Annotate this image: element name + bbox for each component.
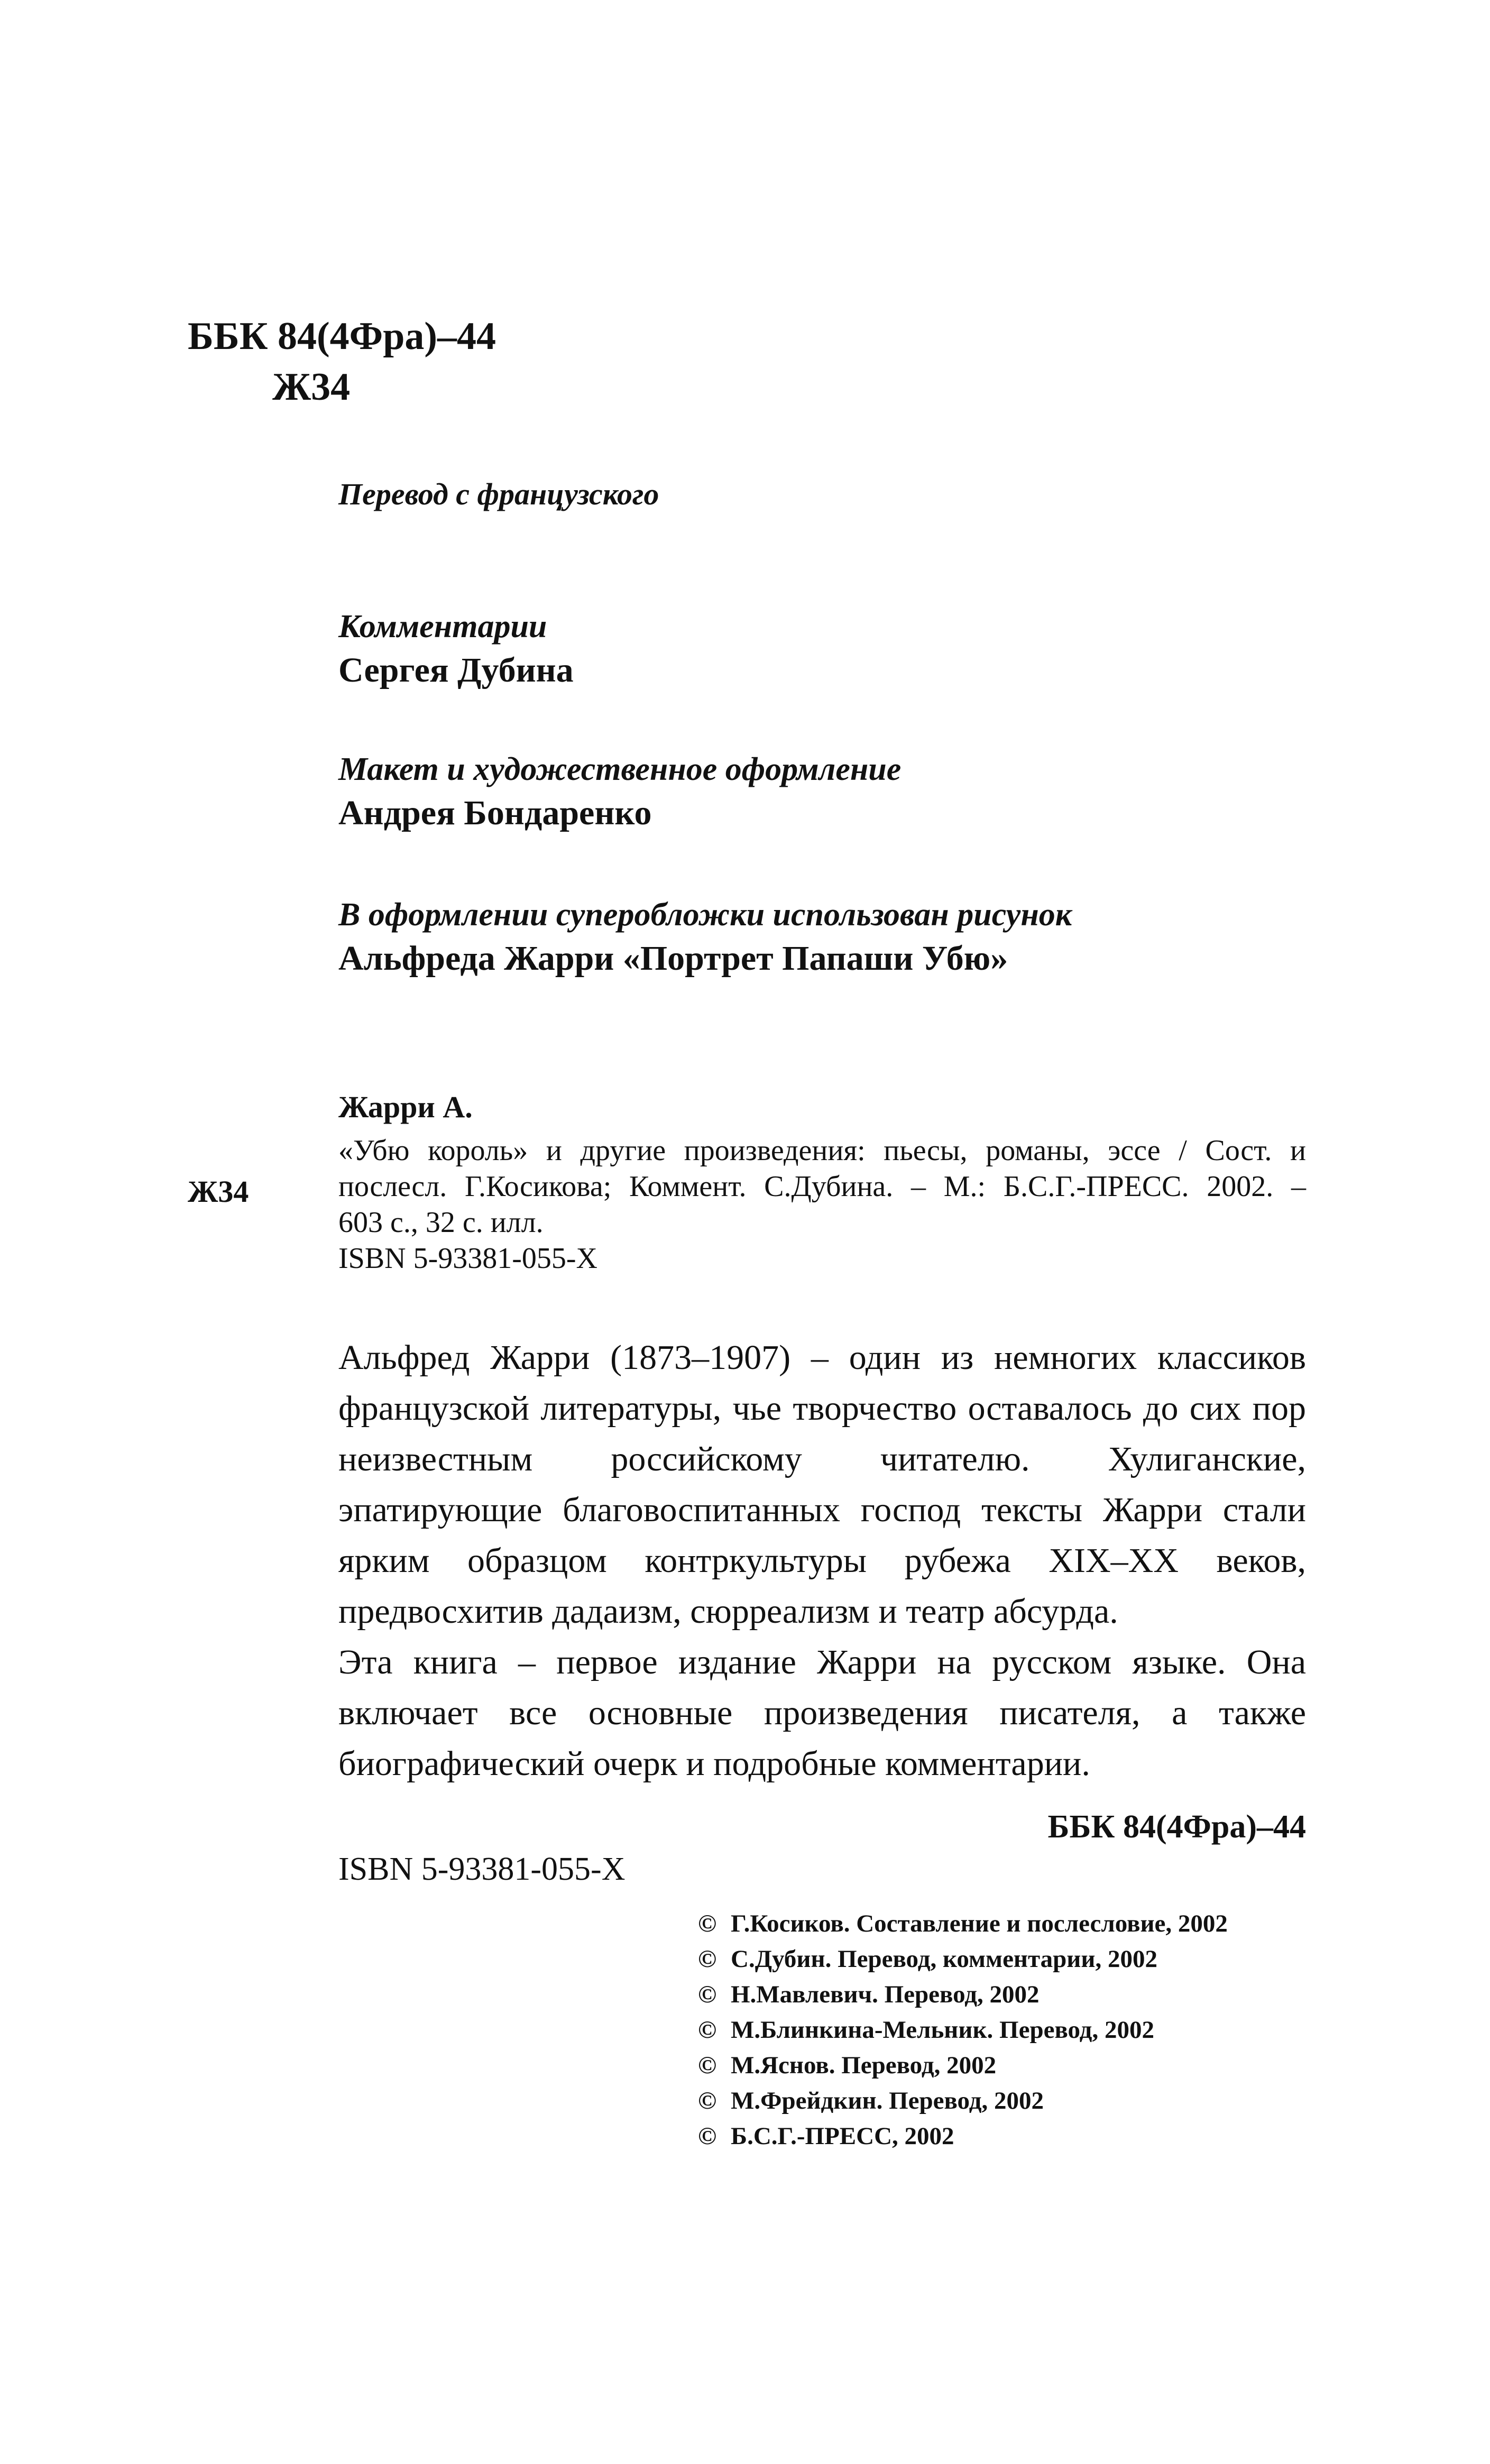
- copyright-text: Г.Косиков. Составление и послесловие, 2002: [731, 1910, 1228, 1937]
- copyright-icon: ©: [698, 2052, 717, 2079]
- copyright-icon: ©: [698, 2087, 717, 2114]
- translation-note-block: [338, 473, 1354, 516]
- layout-label: Макет и художественное оформление: [338, 751, 902, 787]
- biblio-side-mark: Ж34: [188, 1174, 249, 1209]
- layout-name: Андрея Бондаренко: [338, 794, 652, 832]
- cover-label: В оформлении суперобложки использован рисунок: [338, 897, 1072, 933]
- biblio-line: 603 с., 32 с. илл.: [338, 1206, 544, 1239]
- biblio-line: послесл. Г.Косикова; Коммент. С.Дубина. – М.: Б.С.Г.-ПРЕСС. 2002. –: [338, 1170, 1306, 1203]
- copyright-text: М.Блинкина-Мельник. Перевод, 2002: [731, 2016, 1154, 2044]
- book-abstract: [338, 1332, 1306, 1789]
- layout-credit: [338, 748, 1354, 836]
- copyright-line: [698, 2048, 1322, 2083]
- copyright-icon: ©: [698, 2122, 717, 2150]
- comments-label: Комментарии: [338, 609, 547, 645]
- biblio-description: [338, 1133, 1306, 1276]
- copyright-icon: ©: [698, 1945, 717, 1973]
- footer-bbk-code: ББК 84(4Фра)–44: [1047, 1809, 1306, 1845]
- copyright-text: Н.Мавлевич. Перевод, 2002: [731, 1981, 1040, 2008]
- copyright-icon: ©: [698, 2016, 717, 2044]
- bbk-classification-block: [188, 311, 496, 412]
- biblio-isbn: ISBN 5-93381-055-X: [338, 1242, 597, 1275]
- comments-name: Сергея Дубина: [338, 651, 574, 689]
- abstract-paragraph: Альфред Жарри (1873–1907) – один из немногих классиков французской литературы, чье творчество оставалось до сих пор неизвестным российскому читателю. Хулиганские, эпатирующие благовоспитанных господ тексты Жарри стали ярким образцом контркультуры рубежа XIX–XX веков, предвосхитив дадаизм, сюрреализм и театр абсурда.: [338, 1338, 1306, 1631]
- cover-credit: [338, 894, 1354, 981]
- copyright-line: [698, 1942, 1322, 1977]
- copyright-list: [698, 1906, 1322, 2154]
- bbk-code: ББК 84(4Фра)–44: [188, 315, 496, 358]
- abstract-paragraph: Эта книга – первое издание Жарри на русском языке. Она включает все основные произведения писателя, а также биографический очерк и подробные комментарии.: [338, 1643, 1306, 1783]
- copyright-text: Б.С.Г.-ПРЕСС, 2002: [731, 2122, 954, 2150]
- copyright-text: М.Яснов. Перевод, 2002: [731, 2052, 997, 2079]
- author-mark: Ж34: [272, 365, 351, 409]
- footer-isbn: ISBN 5-93381-055-X: [338, 1851, 626, 1887]
- biblio-line: «Убю король» и другие произведения: пьесы, романы, эссе / Сост. и: [338, 1134, 1306, 1167]
- copyright-line: [698, 2083, 1322, 2119]
- copyright-line: [698, 2012, 1322, 2048]
- comments-credit: [338, 605, 1354, 693]
- copyright-icon: ©: [698, 1981, 717, 2008]
- cover-name: Альфреда Жарри «Портрет Папаши Убю»: [338, 939, 1008, 978]
- biblio-author: Жарри А.: [338, 1090, 473, 1124]
- copyright-text: С.Дубин. Перевод, комментарии, 2002: [731, 1945, 1157, 1973]
- copyright-line: [698, 2119, 1322, 2154]
- copyright-text: М.Фрейдкин. Перевод, 2002: [731, 2087, 1044, 2114]
- copyright-line: [698, 1977, 1322, 2012]
- translation-note: Перевод с французского: [338, 477, 659, 511]
- copyright-icon: ©: [698, 1910, 717, 1937]
- bibliographic-record: [338, 1089, 1306, 1276]
- copyright-line: [698, 1906, 1322, 1942]
